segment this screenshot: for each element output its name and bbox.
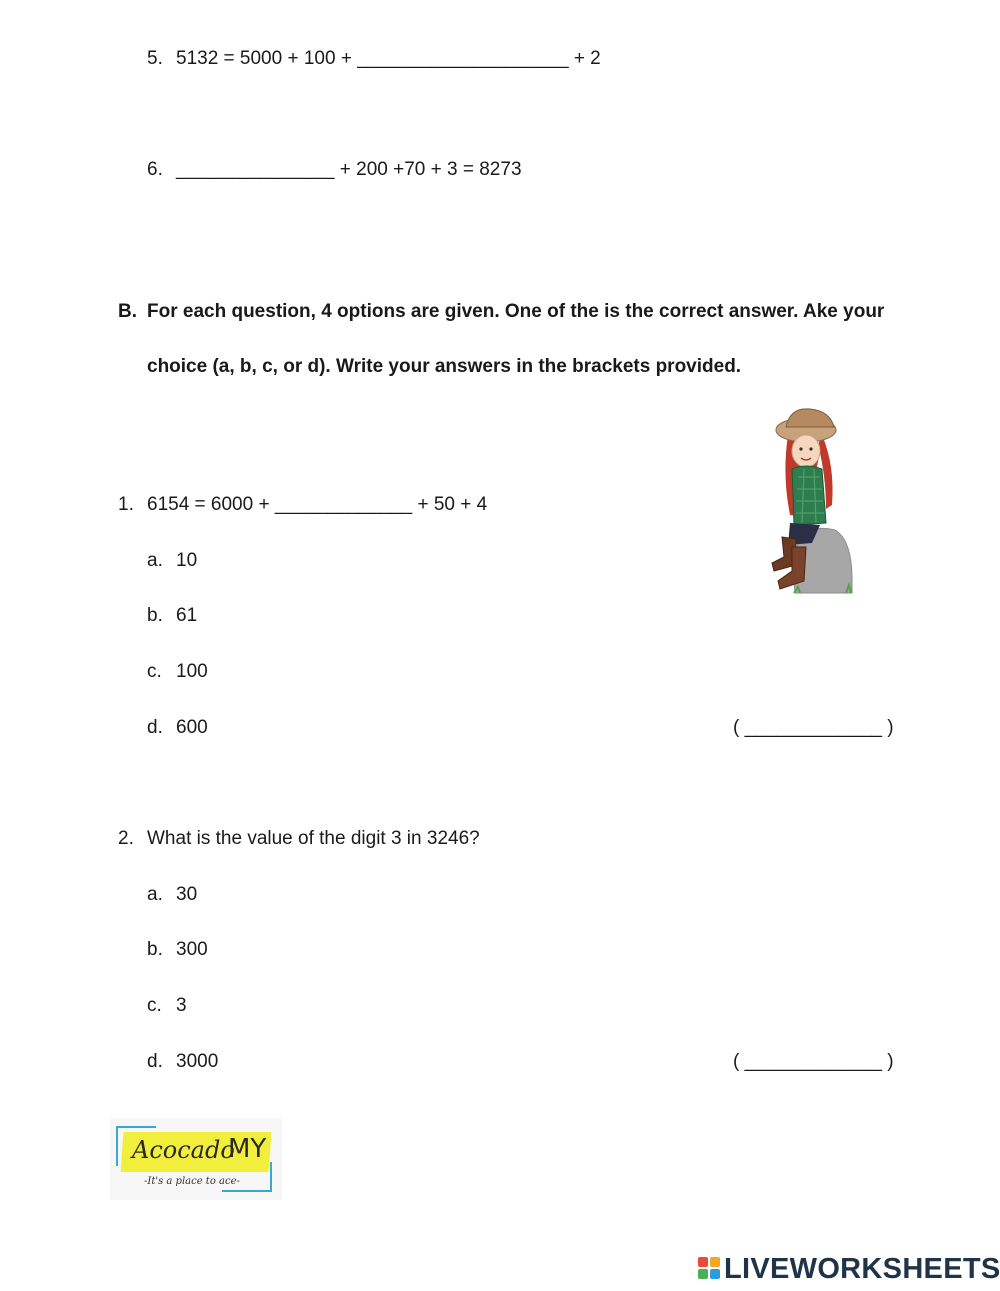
logo-frame-right — [270, 1162, 272, 1192]
shirt-shape — [792, 466, 826, 525]
logo-tagline: -It's a place to ace- — [144, 1176, 240, 1187]
question-2-option-a-letter: a. — [147, 884, 163, 905]
question-1-option-a-value[interactable]: 10 — [176, 550, 198, 571]
question-1-option-b-letter: b. — [147, 605, 163, 626]
question-1-answer-bracket[interactable]: ( _____________ ) — [733, 717, 894, 738]
question-2-option-a-value[interactable]: 30 — [176, 884, 198, 905]
brand-square-1 — [698, 1257, 708, 1267]
question-1-option-c-value[interactable]: 100 — [176, 661, 208, 682]
question-2-option-c-value[interactable]: 3 — [176, 995, 187, 1016]
question-2-answer-bracket[interactable]: ( _____________ ) — [733, 1051, 894, 1072]
eye-right-shape — [809, 447, 812, 450]
girl-character-icon — [760, 405, 860, 600]
item-number: 6. — [147, 159, 163, 180]
logo-frame-top — [116, 1126, 156, 1128]
brand-square-3 — [698, 1269, 708, 1279]
item-5 — [147, 48, 163, 70]
logo-word: Acocado — [132, 1136, 235, 1164]
section-b-letter: B. — [118, 301, 137, 322]
section-b-instruction-line1: For each question, 4 options are given. One of the is the correct answer. Ake your — [147, 301, 885, 322]
question-2-option-b-value[interactable]: 300 — [176, 939, 208, 960]
brand-square-4 — [710, 1269, 720, 1279]
eye-left-shape — [799, 447, 802, 450]
question-1-option-d-value[interactable]: 600 — [176, 717, 208, 738]
logo-frame-left — [116, 1126, 118, 1166]
question-1-option-d-letter: d. — [147, 717, 163, 738]
question-1-text[interactable]: 6154 = 6000 + _____________ + 50 + 4 — [147, 494, 488, 515]
question-2-option-d-value[interactable]: 3000 — [176, 1051, 219, 1072]
question-2-number: 2. — [118, 828, 134, 849]
brand-squares-icon — [698, 1257, 720, 1281]
logo-suffix: MY — [228, 1134, 267, 1164]
question-1-number: 1. — [118, 494, 134, 515]
question-1-option-c-letter: c. — [147, 661, 162, 682]
item-6-text[interactable]: _______________ + 200 +70 + 3 = 8273 — [176, 159, 522, 180]
question-2-option-d-letter: d. — [147, 1051, 163, 1072]
item-number: 5. — [147, 48, 163, 69]
item-5-text[interactable]: 5132 = 5000 + 100 + ____________________ + 2 — [176, 48, 601, 69]
section-b-instruction-line2: choice (a, b, c, or d). Write your answers in the brackets provided. — [147, 356, 742, 377]
acocado-logo — [110, 1118, 282, 1200]
brand-name: LIVEWORKSHEETS — [724, 1253, 1000, 1285]
question-2-option-b-letter: b. — [147, 939, 163, 960]
question-2-option-c-letter: c. — [147, 995, 162, 1016]
question-1-option-a-letter: a. — [147, 550, 163, 571]
logo-frame-bottom — [222, 1190, 272, 1192]
question-2-text: What is the value of the digit 3 in 3246? — [147, 828, 480, 849]
brand-square-2 — [710, 1257, 720, 1267]
item-6 — [147, 159, 163, 181]
question-1-option-b-value[interactable]: 61 — [176, 605, 198, 626]
hat-top-shape — [786, 409, 834, 427]
face-shape — [792, 435, 820, 467]
